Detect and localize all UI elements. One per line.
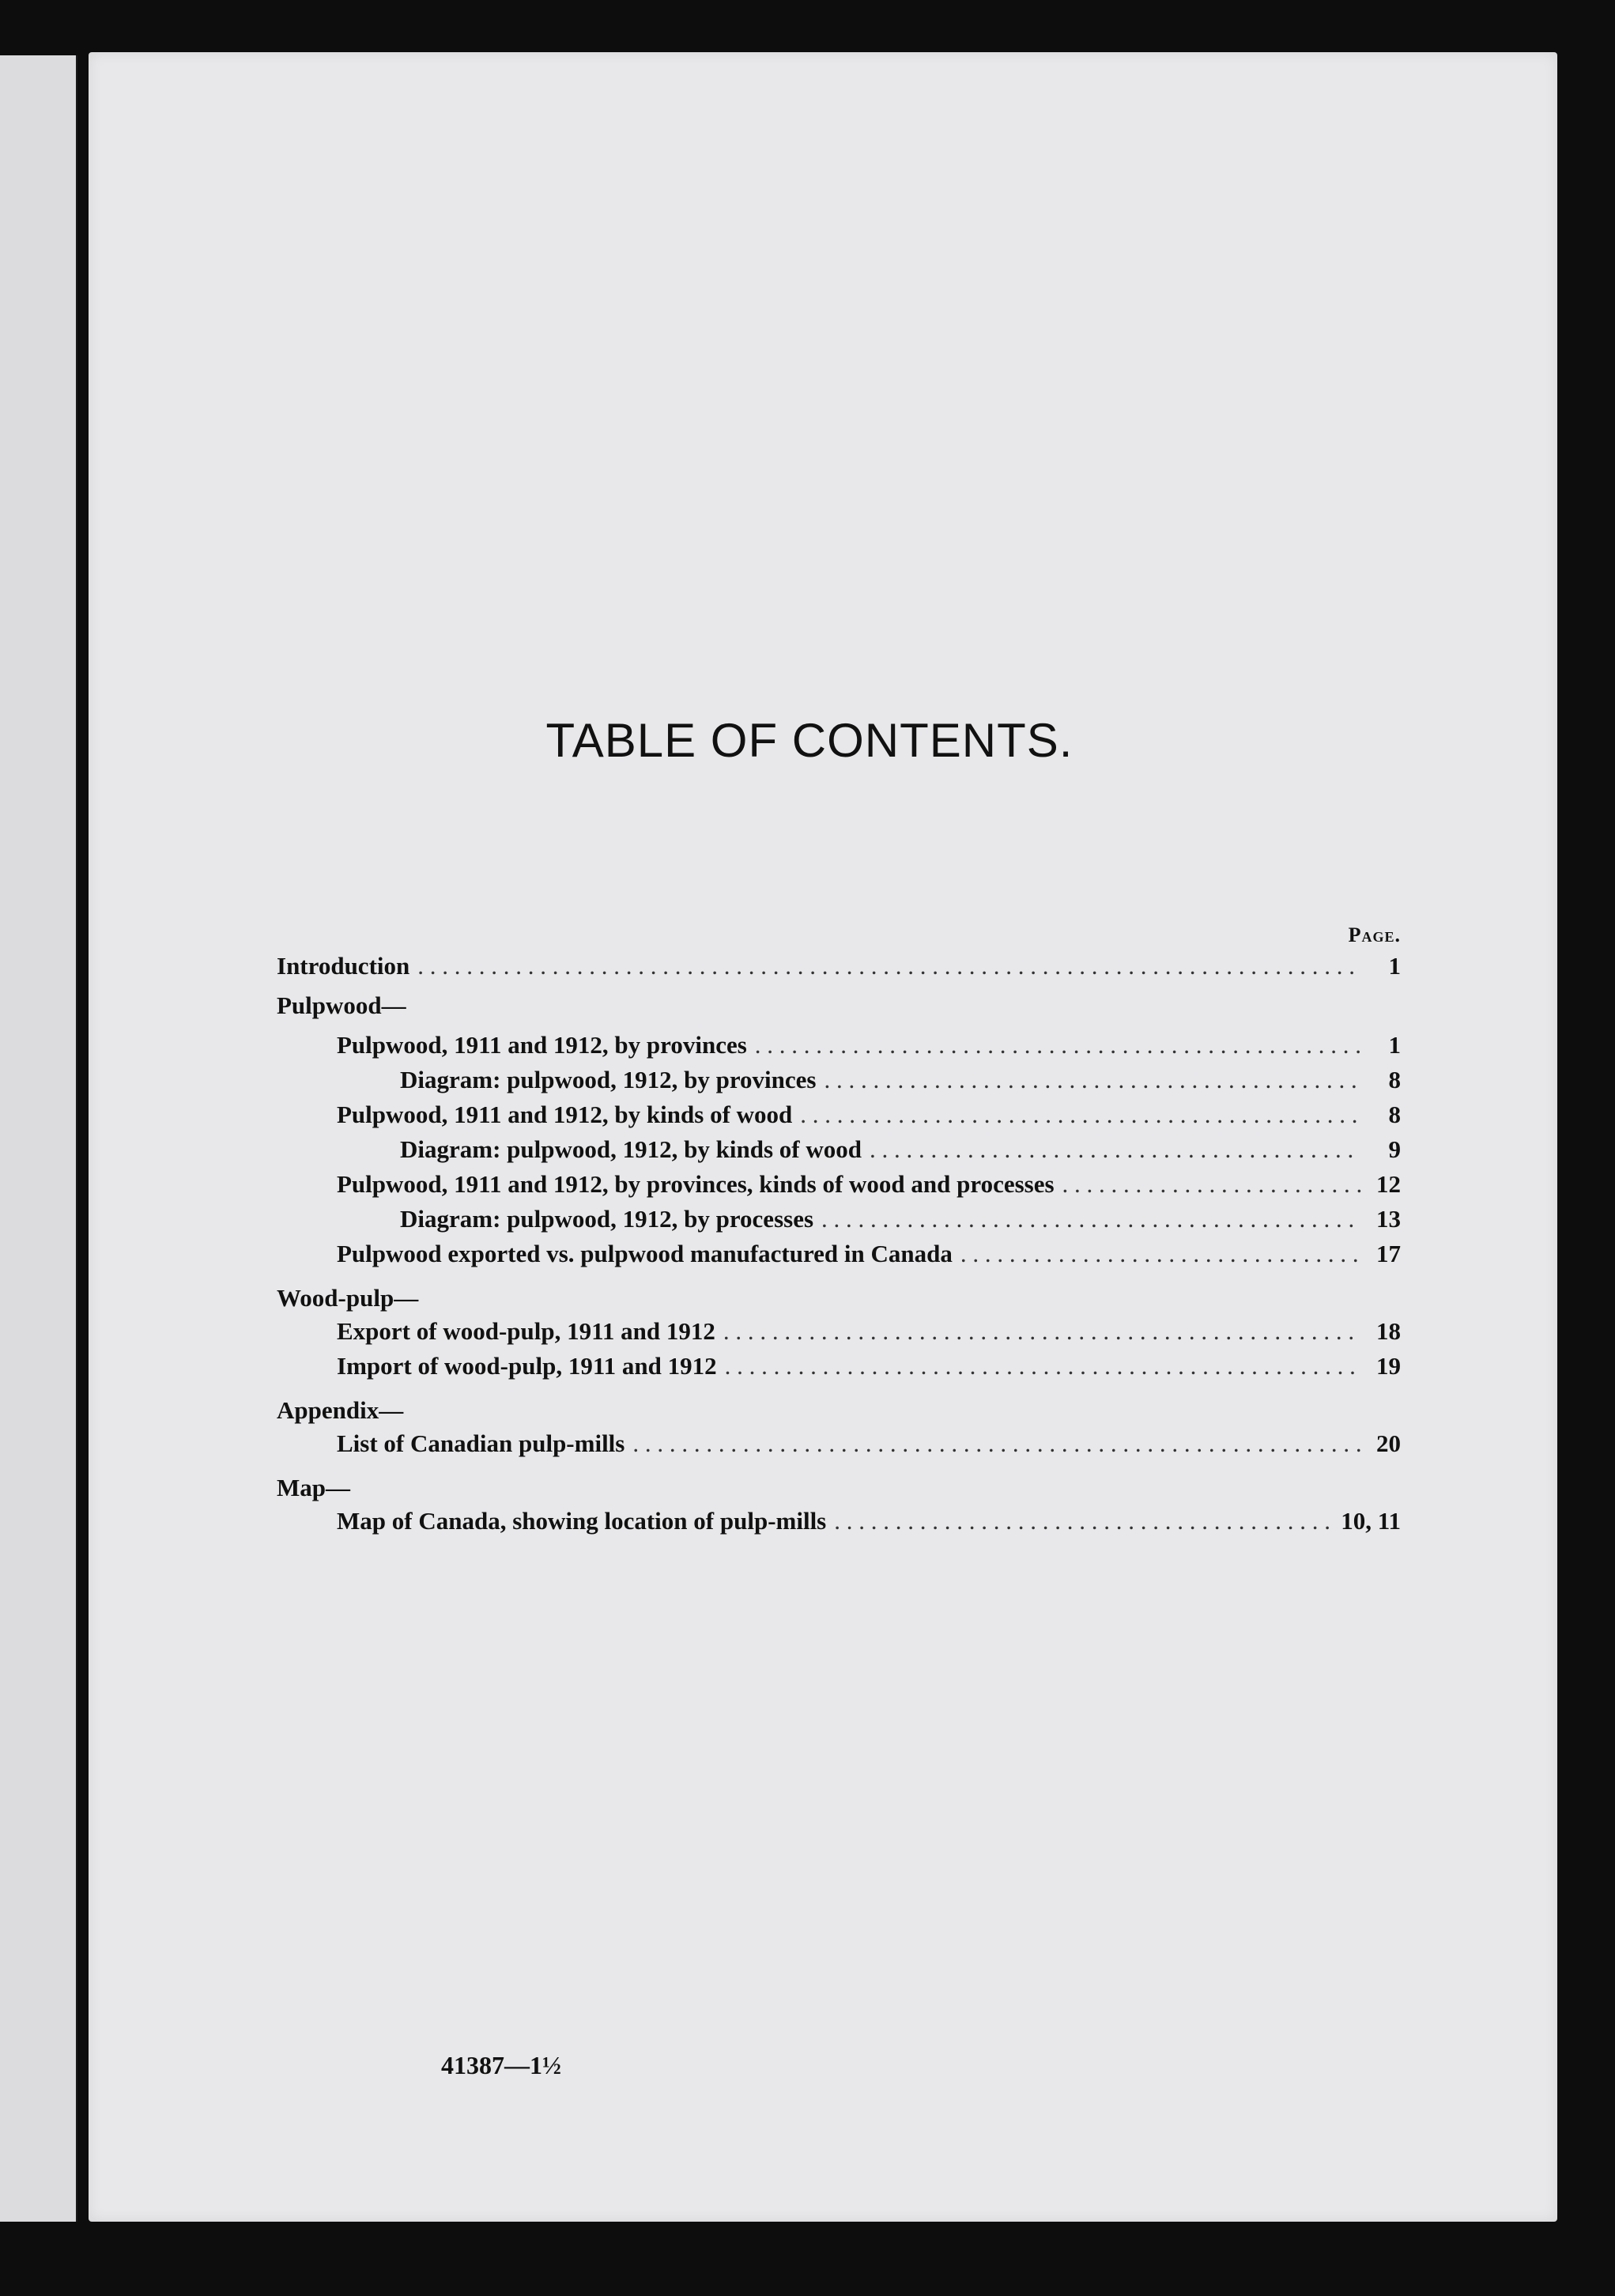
toc-entry-label: List of Canadian pulp-mills <box>337 1429 625 1457</box>
toc-entry <box>277 1507 1401 1542</box>
toc-entry <box>277 952 1401 987</box>
toc-entry <box>277 1240 1401 1275</box>
toc-entry-label: Diagram: pulpwood, 1912, by provinces <box>400 1066 817 1093</box>
toc-entry-label: Export of wood-pulp, 1911 and 1912 <box>337 1317 715 1345</box>
toc-page-number: 12 <box>1376 1170 1401 1198</box>
footer-code: 41387—1½ <box>441 2051 561 2079</box>
document-page <box>89 52 1557 2222</box>
toc-entry <box>277 1031 1401 1066</box>
toc-page-number: 9 <box>1388 1135 1401 1163</box>
toc-leader-dots <box>821 1205 1361 1233</box>
toc-entry-label: Import of wood-pulp, 1911 and 1912 <box>337 1352 717 1380</box>
toc-entry <box>277 1317 1401 1352</box>
toc-entry-label: Diagram: pulpwood, 1912, by processes <box>400 1205 814 1233</box>
toc-entry-label: Map of Canada, showing location of pulp-mills <box>337 1507 827 1535</box>
toc-entry <box>277 1101 1401 1135</box>
toc-entry-label: Pulpwood— <box>277 991 406 1019</box>
page-title <box>89 713 1557 768</box>
toc-leader-dots <box>1062 1170 1361 1199</box>
toc-section-heading <box>277 1387 1401 1429</box>
page-column-header-text: Page. <box>1348 923 1401 946</box>
toc-leader-dots <box>417 952 1361 980</box>
toc-page-number: 1 <box>1388 1031 1401 1059</box>
toc-leader-dots <box>632 1429 1361 1458</box>
toc-entry <box>277 1135 1401 1170</box>
toc-leader-dots <box>723 1317 1361 1346</box>
toc-entry <box>277 1205 1401 1240</box>
page-title-text: TABLE OF CONTENTS. <box>545 714 1074 767</box>
toc-leader-dots <box>834 1507 1333 1535</box>
toc-page-number: 19 <box>1376 1352 1401 1380</box>
toc-entry-label: Introduction <box>277 952 410 980</box>
toc-entry <box>277 1170 1401 1205</box>
toc-section-heading <box>277 1275 1401 1317</box>
toc-entry-label: Wood-pulp— <box>277 1284 419 1312</box>
toc-entry-label: Pulpwood, 1911 and 1912, by provinces, kinds of wood and processes <box>337 1170 1055 1198</box>
toc-page-number: 1 <box>1388 952 1401 980</box>
toc-entry-label: Pulpwood, 1911 and 1912, by kinds of wood <box>337 1101 793 1128</box>
toc-entry-label: Pulpwood exported vs. pulpwood manufactured in Canada <box>337 1240 953 1267</box>
toc-leader-dots <box>725 1352 1361 1380</box>
toc-leader-dots <box>960 1240 1361 1268</box>
toc-page-number: 13 <box>1376 1205 1401 1233</box>
toc-list <box>277 952 1401 1542</box>
toc-leader-dots <box>824 1066 1362 1094</box>
toc-entry-label: Map— <box>277 1474 350 1501</box>
page-column-header <box>277 923 1401 952</box>
toc-entry <box>277 1429 1401 1464</box>
table-of-contents <box>277 923 1401 1542</box>
toc-entry <box>277 1066 1401 1101</box>
toc-page-number: 20 <box>1376 1429 1401 1457</box>
toc-entry-label: Diagram: pulpwood, 1912, by kinds of wood <box>400 1135 862 1163</box>
toc-page-number: 10, 11 <box>1341 1507 1401 1535</box>
toc-page-number: 17 <box>1376 1240 1401 1267</box>
toc-leader-dots <box>800 1101 1361 1129</box>
toc-entry <box>277 1352 1401 1387</box>
toc-entry-label: Appendix— <box>277 1396 404 1424</box>
toc-leader-dots <box>755 1031 1361 1059</box>
toc-page-number: 18 <box>1376 1317 1401 1345</box>
toc-page-number: 8 <box>1388 1101 1401 1128</box>
toc-page-number: 8 <box>1388 1066 1401 1093</box>
toc-section-heading <box>277 991 1401 1026</box>
adjacent-page-edge <box>0 55 77 2222</box>
toc-leader-dots <box>870 1135 1361 1164</box>
toc-entry-label: Pulpwood, 1911 and 1912, by provinces <box>337 1031 747 1059</box>
toc-section-heading <box>277 1464 1401 1507</box>
